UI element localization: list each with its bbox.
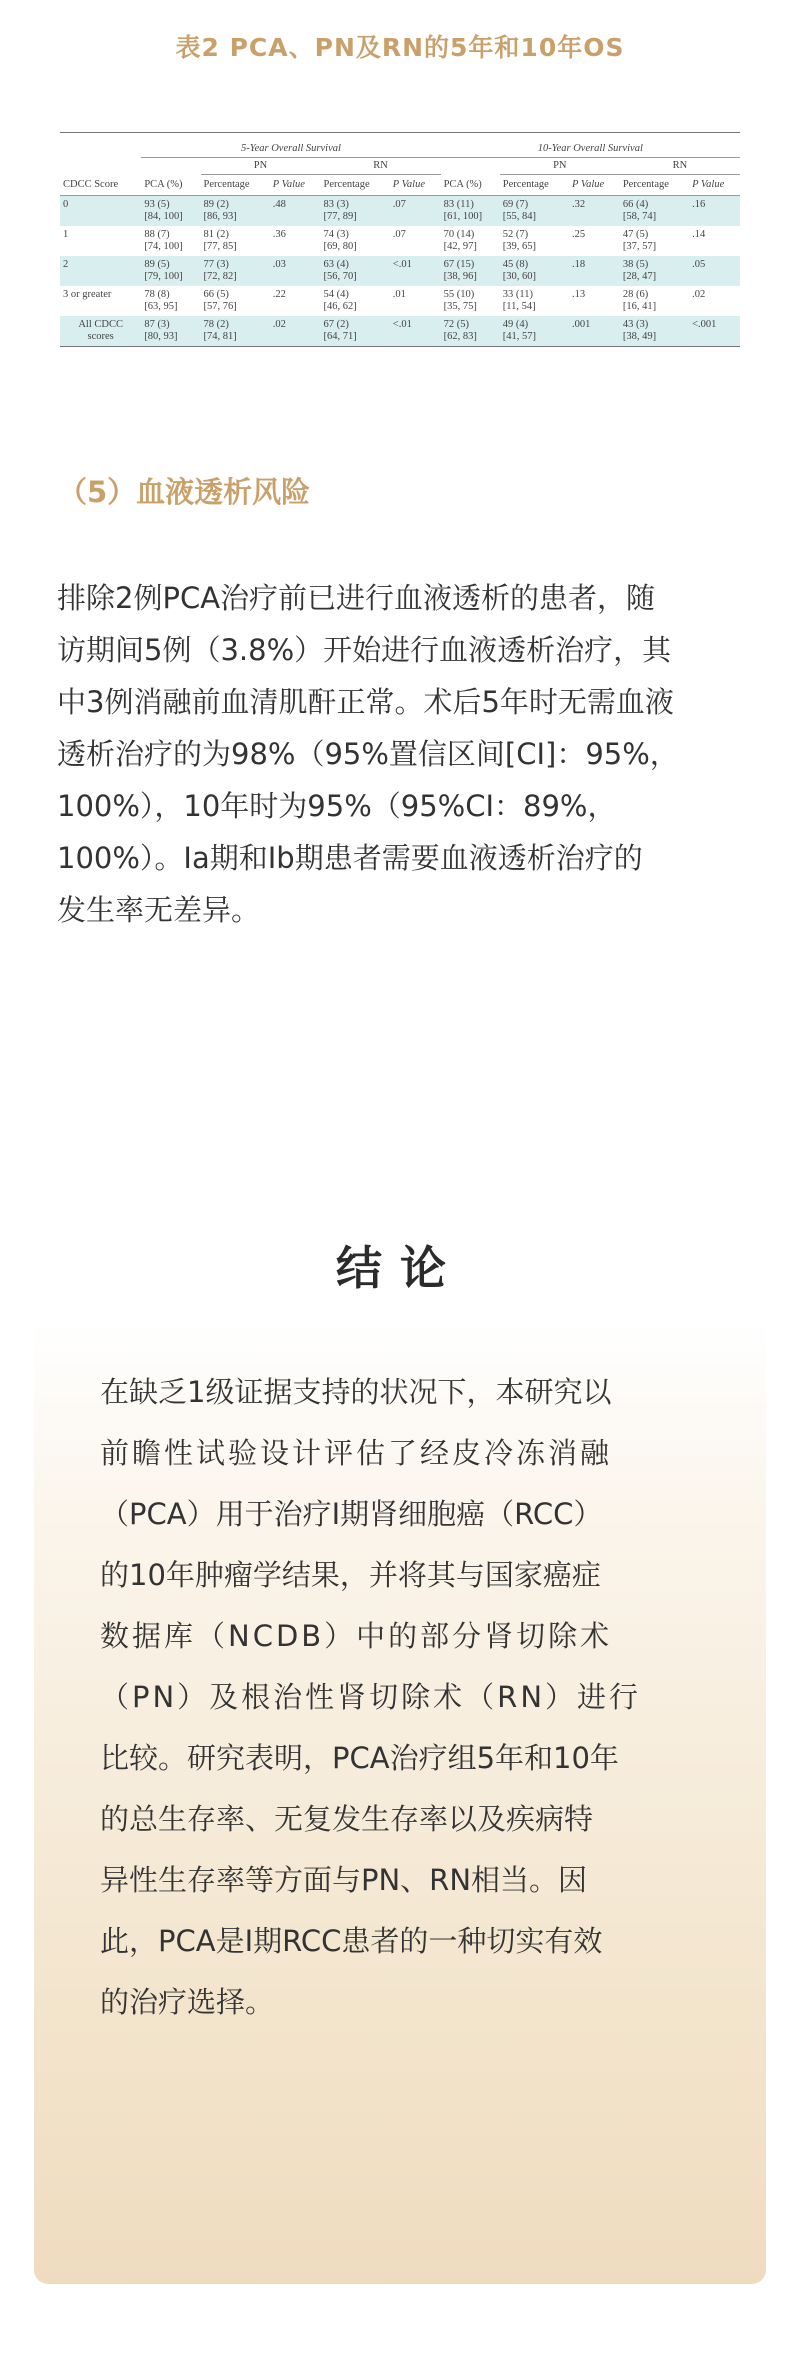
table-cell: .02 [692, 289, 706, 300]
table-row [60, 256, 740, 286]
table-cell: 89 (2) [86, 93] [201, 196, 270, 227]
conclusion-line: 的10年肿瘤学结果，并将其与国家癌症 [100, 1558, 601, 1592]
table-cell: .001 [569, 316, 620, 347]
body-paragraph [57, 572, 747, 936]
table-cell: 45 (8) [30, 60] [500, 256, 569, 286]
table-cell: 69 (7) [55, 84] [500, 196, 569, 227]
table-cell: <.01 [390, 316, 441, 347]
conclusion-line: 前瞻性试验设计评估了经皮冷冻消融 [100, 1436, 613, 1470]
column-header: P Value [390, 175, 441, 196]
table-cell: 67 (15) [38, 96] [441, 256, 500, 286]
conclusion-title: 结论 [336, 1241, 464, 1295]
column-header: P Value [689, 175, 740, 196]
paragraph-line: 访期间5例（3.8%）开始进行血液透析治疗，其 [57, 633, 672, 667]
table-cell: .36 [272, 229, 286, 240]
os-table-container [60, 132, 740, 347]
table-body [60, 196, 740, 347]
subheader-pn-5yr: PN [201, 158, 321, 175]
table-cell: 47 (5) [37, 57] [622, 229, 657, 252]
table-cell: 88 (7) [74, 100] [144, 229, 183, 252]
column-header: Percentage [500, 175, 569, 196]
table-cell: 55 (10) [35, 75] [443, 289, 477, 312]
table-cell: 2 [60, 256, 141, 286]
table-cell: .13 [572, 289, 586, 300]
table-cell: .32 [569, 196, 620, 227]
paragraph-line: 中3例消融前血清肌酐正常。术后5年时无需血液 [57, 685, 674, 719]
table-cell: 63 (4) [56, 70] [321, 256, 390, 286]
table-cell: 72 (5) [62, 83] [441, 316, 500, 347]
table-row [60, 196, 740, 227]
table-cell: .07 [390, 196, 441, 227]
table-cell: 70 (14) [42, 97] [443, 229, 477, 252]
table-cell: 49 (4) [41, 57] [500, 316, 569, 347]
table-row [60, 226, 740, 256]
table-cell: .18 [569, 256, 620, 286]
column-header: Percentage [321, 175, 390, 196]
conclusion-line: （PCA）用于治疗I期肾细胞癌（RCC） [100, 1497, 603, 1531]
table-cell: .48 [270, 196, 321, 227]
table-cell: 89 (5) [79, 100] [141, 256, 200, 286]
column-header: P Value [270, 175, 321, 196]
table-cell: All CDCC scores [60, 316, 141, 347]
column-header-row [60, 175, 740, 196]
conclusion-line: 比较。研究表明，PCA治疗组5年和10年 [100, 1741, 619, 1775]
table-cell: .03 [270, 256, 321, 286]
table-cell: 78 (8) [63, 95] [144, 289, 178, 312]
table-cell: 38 (5) [28, 47] [620, 256, 689, 286]
conclusion-line: 的总生存率、无复发生存率以及疾病特 [100, 1802, 594, 1836]
table-cell: 77 (3) [72, 82] [201, 256, 270, 286]
table-cell: 0 [60, 196, 141, 227]
table-row [60, 286, 740, 316]
table-cell: 78 (2) [74, 81] [201, 316, 270, 347]
subheader-pn-10yr: PN [500, 158, 620, 175]
column-header: Percentage [201, 175, 270, 196]
table-cell: 67 (2) [64, 71] [321, 316, 390, 347]
table-row [60, 316, 740, 347]
table-cell: 33 (11) [11, 54] [502, 289, 536, 312]
section-title: （5）血液透析风险 [58, 475, 311, 509]
conclusion-line: 数据库（NCDB）中的部分肾切除术 [100, 1619, 613, 1653]
paragraph-line: 透析治疗的为98%（95%置信区间[CI]：95%， [57, 737, 679, 771]
conclusion-line: 此，PCA是I期RCC患者的一种切实有效 [100, 1924, 603, 1958]
column-header: CDCC Score [60, 175, 141, 196]
conclusion-line: 的治疗选择。 [100, 1985, 275, 2019]
conclusion-text [100, 1362, 706, 2033]
table-cell: .25 [572, 229, 586, 240]
table-cell: 66 (5) [57, 76] [203, 289, 237, 312]
table-cell: 87 (3) [80, 93] [141, 316, 200, 347]
table-cell: .02 [270, 316, 321, 347]
paragraph-line: 发生率无差异。 [57, 893, 261, 927]
table-cell: .05 [689, 256, 740, 286]
table-cell: 43 (3) [38, 49] [620, 316, 689, 347]
table-cell: .22 [272, 289, 286, 300]
table-cell: .16 [689, 196, 740, 227]
table-cell: .07 [392, 229, 406, 240]
paragraph-line: 排除2例PCA治疗前已进行血液透析的患者，随 [57, 581, 656, 615]
table-cell: 54 (4) [46, 62] [323, 289, 357, 312]
table-cell: .14 [692, 229, 706, 240]
table-cell: 81 (2) [77, 85] [203, 229, 237, 252]
column-header: P Value [569, 175, 620, 196]
table-cell: 74 (3) [69, 80] [323, 229, 357, 252]
table-cell: 93 (5) [84, 100] [141, 196, 200, 227]
table-cell: <.01 [390, 256, 441, 286]
paragraph-line: 100%），10年时为95%（95%CI：89%， [57, 789, 617, 823]
overall-survival-table [60, 132, 740, 347]
table-cell: 66 (4) [58, 74] [620, 196, 689, 227]
paragraph-line: 100%）。Ia期和Ib期患者需要血液透析治疗的 [57, 841, 643, 875]
table-cell: <.001 [689, 316, 740, 347]
table-cell: 28 (6) [16, 41] [622, 289, 657, 312]
table-cell: 83 (3) [77, 89] [321, 196, 390, 227]
group-header-5yr: 5-Year Overall Survival [141, 137, 440, 158]
table-cell: 52 (7) [39, 65] [502, 229, 537, 252]
conclusion-line: （PN）及根治性肾切除术（RN）进行 [100, 1680, 642, 1714]
subheader-rn-10yr: RN [620, 158, 740, 175]
column-header: Percentage [620, 175, 689, 196]
group-header-10yr: 10-Year Overall Survival [441, 137, 740, 158]
column-header: PCA (%) [141, 175, 200, 196]
table-cell: .01 [392, 289, 406, 300]
table-caption: 表2 PCA、PN及RN的5年和10年OS [175, 33, 625, 62]
table-cell: 83 (11) [61, 100] [441, 196, 500, 227]
table-cell: 1 [63, 229, 69, 240]
conclusion-line: 异性生存率等方面与PN、RN相当。因 [100, 1863, 588, 1897]
conclusion-line: 在缺乏1级证据支持的状况下，本研究以 [100, 1375, 612, 1409]
subheader-rn-5yr: RN [321, 158, 441, 175]
table-cell: 3 or greater [63, 289, 112, 300]
column-header: PCA (%) [441, 175, 500, 196]
